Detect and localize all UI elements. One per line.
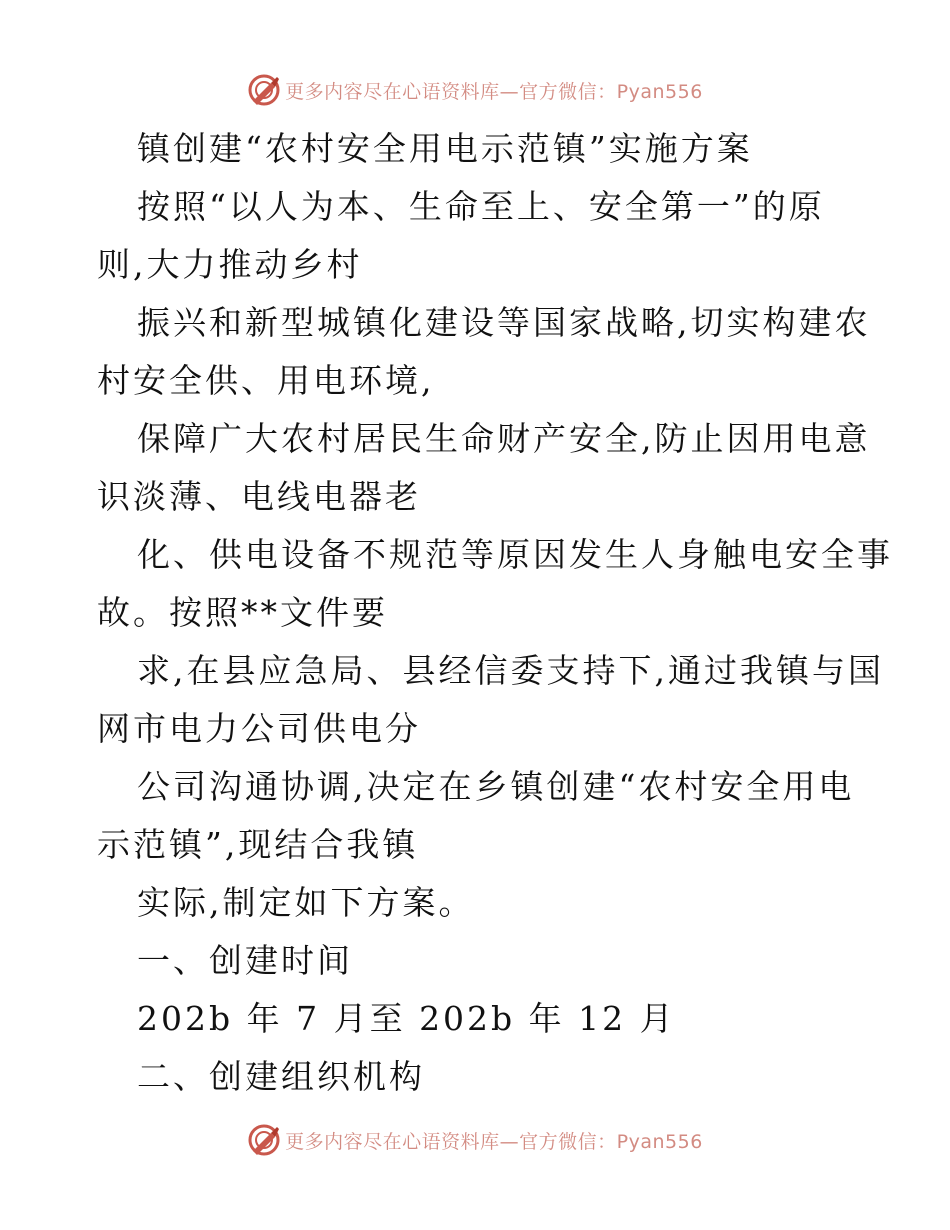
document-line: 二、创建组织机构 [137, 1057, 425, 1096]
document-line: 则,大力推动乡村 [97, 245, 363, 284]
document-line: 公司沟通协调,决定在乡镇创建“农村安全用电 [137, 767, 855, 806]
document-line: 202b 年 7 月至 202b 年 12 月 [137, 999, 676, 1038]
document-line: 化、供电设备不规范等原因发生人身触电安全事 [137, 535, 893, 574]
watermark-text: 更多内容尽在心语资料库—官方微信：Pyan556 [285, 80, 703, 103]
pen-circle-logo-icon [247, 73, 281, 107]
document-line: 按照“以人为本、生命至上、安全第一”的原 [137, 187, 825, 226]
header-watermark [0, 70, 950, 110]
document-line: 镇创建“农村安全用电示范镇”实施方案 [137, 129, 753, 168]
document-body [97, 120, 893, 1106]
document-line: 村安全供、用电环境, [97, 361, 435, 400]
footer-watermark [0, 1120, 950, 1160]
watermark-text: 更多内容尽在心语资料库—官方微信：Pyan556 [285, 1130, 703, 1153]
document-line: 识淡薄、电线电器老 [97, 477, 421, 516]
document-line: 实际,制定如下方案。 [137, 883, 475, 922]
document-line: 保障广大农村居民生命财产安全,防止因用电意 [137, 419, 871, 458]
document-line: 故。按照**文件要 [97, 593, 388, 632]
document-line: 示范镇”,现结合我镇 [97, 825, 419, 864]
document-line: 网市电力公司供电分 [97, 709, 421, 748]
pen-circle-logo-icon [247, 1123, 281, 1157]
document-line: 求,在县应急局、县经信委支持下,通过我镇与国 [137, 651, 884, 690]
document-line: 一、创建时间 [137, 941, 353, 980]
document-line: 振兴和新型城镇化建设等国家战略,切实构建农 [137, 303, 871, 342]
